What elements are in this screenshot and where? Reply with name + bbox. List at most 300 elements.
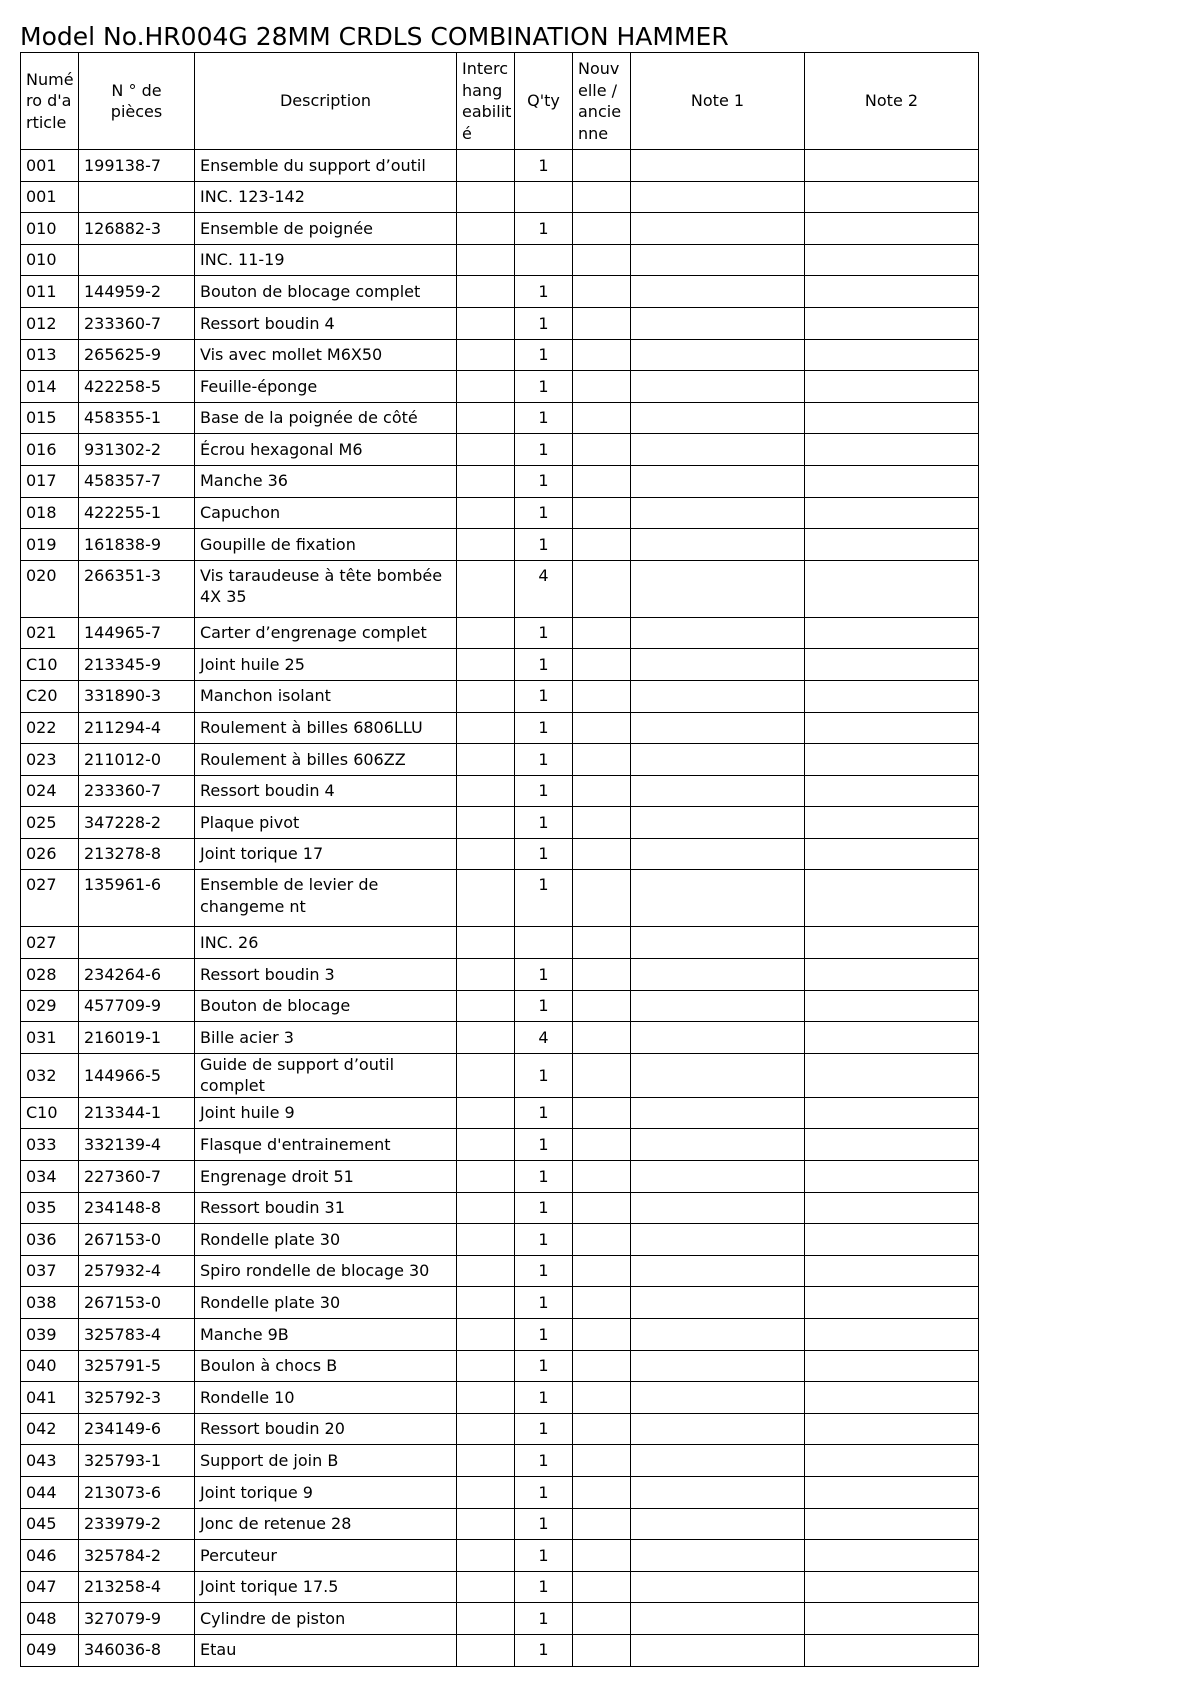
cell-quantity <box>515 244 573 276</box>
cell-item-number: 022 <box>21 712 79 744</box>
cell-new-old <box>573 1508 631 1540</box>
cell-note-1 <box>631 244 805 276</box>
cell-interchangeability <box>457 560 515 617</box>
cell-note-1 <box>631 1445 805 1477</box>
cell-description: Flasque d'entrainement <box>195 1129 457 1161</box>
cell-part-number: 257932-4 <box>79 1255 195 1287</box>
cell-part-number: 213344-1 <box>79 1097 195 1129</box>
cell-note-2 <box>805 1129 979 1161</box>
cell-new-old <box>573 1255 631 1287</box>
cell-note-2 <box>805 434 979 466</box>
table-row <box>21 1350 979 1382</box>
cell-note-1 <box>631 712 805 744</box>
cell-item-number: 035 <box>21 1192 79 1224</box>
cell-part-number: 347228-2 <box>79 807 195 839</box>
cell-interchangeability <box>457 1255 515 1287</box>
cell-description: Ressort boudin 20 <box>195 1413 457 1445</box>
cell-part-number: 234264-6 <box>79 959 195 991</box>
table-row <box>21 838 979 870</box>
cell-note-2 <box>805 1571 979 1603</box>
cell-quantity: 1 <box>515 1476 573 1508</box>
cell-item-number: C20 <box>21 680 79 712</box>
cell-new-old <box>573 1287 631 1319</box>
cell-quantity: 1 <box>515 617 573 649</box>
cell-description: Manche 9B <box>195 1319 457 1351</box>
cell-description: INC. 123-142 <box>195 181 457 213</box>
cell-description: Manche 36 <box>195 465 457 497</box>
cell-description: Plaque pivot <box>195 807 457 839</box>
table-row <box>21 680 979 712</box>
cell-new-old <box>573 1413 631 1445</box>
table-row <box>21 213 979 245</box>
cell-quantity: 1 <box>515 434 573 466</box>
table-row <box>21 1445 979 1477</box>
cell-new-old <box>573 434 631 466</box>
cell-new-old <box>573 1634 631 1666</box>
table-row <box>21 775 979 807</box>
cell-new-old <box>573 617 631 649</box>
cell-part-number <box>79 244 195 276</box>
cell-new-old <box>573 1319 631 1351</box>
cell-note-2 <box>805 465 979 497</box>
cell-quantity: 1 <box>515 1287 573 1319</box>
cell-interchangeability <box>457 1634 515 1666</box>
cell-interchangeability <box>457 680 515 712</box>
cell-new-old <box>573 465 631 497</box>
cell-item-number: 029 <box>21 990 79 1022</box>
cell-description: Ressort boudin 31 <box>195 1192 457 1224</box>
cell-part-number: 332139-4 <box>79 1129 195 1161</box>
cell-note-2 <box>805 560 979 617</box>
cell-description: Ensemble de poignée <box>195 213 457 245</box>
cell-item-number: 033 <box>21 1129 79 1161</box>
cell-note-2 <box>805 1287 979 1319</box>
cell-interchangeability <box>457 1097 515 1129</box>
cell-new-old <box>573 181 631 213</box>
cell-interchangeability <box>457 307 515 339</box>
cell-note-2 <box>805 371 979 403</box>
cell-new-old <box>573 1571 631 1603</box>
table-row <box>21 1053 979 1097</box>
cell-description: Ensemble du support d’outil <box>195 150 457 182</box>
cell-note-1 <box>631 1255 805 1287</box>
cell-description: INC. 11-19 <box>195 244 457 276</box>
cell-item-number: 032 <box>21 1053 79 1097</box>
cell-item-number: 028 <box>21 959 79 991</box>
table-row <box>21 1603 979 1635</box>
cell-note-1 <box>631 1129 805 1161</box>
table-row <box>21 150 979 182</box>
cell-note-1 <box>631 150 805 182</box>
cell-item-number: C10 <box>21 649 79 681</box>
table-row <box>21 744 979 776</box>
cell-description: Joint huile 9 <box>195 1097 457 1129</box>
cell-note-1 <box>631 649 805 681</box>
cell-note-1 <box>631 775 805 807</box>
cell-quantity: 1 <box>515 371 573 403</box>
cell-description: Percuteur <box>195 1540 457 1572</box>
cell-part-number: 327079-9 <box>79 1603 195 1635</box>
cell-note-1 <box>631 1161 805 1193</box>
cell-part-number: 199138-7 <box>79 150 195 182</box>
table-row <box>21 1287 979 1319</box>
table-row <box>21 1571 979 1603</box>
cell-item-number: C10 <box>21 1097 79 1129</box>
cell-item-number: 045 <box>21 1508 79 1540</box>
cell-note-2 <box>805 1319 979 1351</box>
cell-quantity: 1 <box>515 1382 573 1414</box>
table-header-row <box>21 53 979 150</box>
cell-description: Roulement à billes 6806LLU <box>195 712 457 744</box>
cell-note-2 <box>805 244 979 276</box>
table-row <box>21 927 979 959</box>
cell-item-number: 049 <box>21 1634 79 1666</box>
cell-item-number: 031 <box>21 1022 79 1054</box>
cell-quantity: 1 <box>515 1603 573 1635</box>
cell-item-number: 021 <box>21 617 79 649</box>
cell-part-number: 331890-3 <box>79 680 195 712</box>
cell-interchangeability <box>457 617 515 649</box>
cell-item-number: 042 <box>21 1413 79 1445</box>
cell-interchangeability <box>457 1476 515 1508</box>
table-row <box>21 276 979 308</box>
cell-item-number: 018 <box>21 497 79 529</box>
table-row <box>21 434 979 466</box>
cell-quantity: 1 <box>515 1053 573 1097</box>
cell-interchangeability <box>457 712 515 744</box>
cell-interchangeability <box>457 465 515 497</box>
cell-quantity: 1 <box>515 150 573 182</box>
cell-description: Jonc de retenue 28 <box>195 1508 457 1540</box>
cell-description: Goupille de fixation <box>195 529 457 561</box>
cell-item-number: 019 <box>21 529 79 561</box>
table-row <box>21 1319 979 1351</box>
header-item-number: Numé ro d'a rticle <box>21 53 79 150</box>
cell-note-2 <box>805 1382 979 1414</box>
cell-quantity: 1 <box>515 1255 573 1287</box>
cell-quantity: 1 <box>515 990 573 1022</box>
cell-description: Guide de support d’outil complet <box>195 1053 457 1097</box>
cell-note-2 <box>805 213 979 245</box>
cell-note-2 <box>805 339 979 371</box>
table-row <box>21 560 979 617</box>
cell-description: Carter d’engrenage complet <box>195 617 457 649</box>
cell-interchangeability <box>457 339 515 371</box>
cell-item-number: 038 <box>21 1287 79 1319</box>
cell-interchangeability <box>457 1319 515 1351</box>
cell-note-2 <box>805 775 979 807</box>
cell-item-number: 037 <box>21 1255 79 1287</box>
cell-new-old <box>573 276 631 308</box>
cell-item-number: 027 <box>21 927 79 959</box>
cell-note-1 <box>631 339 805 371</box>
cell-quantity: 1 <box>515 529 573 561</box>
cell-note-1 <box>631 1634 805 1666</box>
cell-note-2 <box>805 959 979 991</box>
cell-item-number: 012 <box>21 307 79 339</box>
cell-new-old <box>573 838 631 870</box>
cell-interchangeability <box>457 213 515 245</box>
cell-quantity: 1 <box>515 712 573 744</box>
cell-part-number: 346036-8 <box>79 1634 195 1666</box>
cell-new-old <box>573 560 631 617</box>
cell-new-old <box>573 529 631 561</box>
cell-new-old <box>573 870 631 927</box>
cell-note-2 <box>805 1022 979 1054</box>
cell-interchangeability <box>457 1161 515 1193</box>
cell-new-old <box>573 1603 631 1635</box>
cell-part-number: 233979-2 <box>79 1508 195 1540</box>
cell-interchangeability <box>457 529 515 561</box>
header-note-1: Note 1 <box>631 53 805 150</box>
cell-part-number: 213345-9 <box>79 649 195 681</box>
cell-item-number: 001 <box>21 150 79 182</box>
cell-new-old <box>573 1192 631 1224</box>
cell-part-number: 265625-9 <box>79 339 195 371</box>
cell-part-number: 135961-6 <box>79 870 195 927</box>
cell-interchangeability <box>457 1445 515 1477</box>
cell-interchangeability <box>457 1508 515 1540</box>
cell-description: Ensemble de levier de changeme nt <box>195 870 457 927</box>
cell-part-number: 267153-0 <box>79 1224 195 1256</box>
cell-note-1 <box>631 560 805 617</box>
cell-note-1 <box>631 1053 805 1097</box>
cell-description: Engrenage droit 51 <box>195 1161 457 1193</box>
table-row <box>21 1540 979 1572</box>
cell-part-number: 266351-3 <box>79 560 195 617</box>
cell-interchangeability <box>457 870 515 927</box>
cell-note-2 <box>805 1508 979 1540</box>
cell-item-number: 013 <box>21 339 79 371</box>
cell-quantity: 1 <box>515 680 573 712</box>
cell-quantity: 1 <box>515 497 573 529</box>
cell-note-1 <box>631 959 805 991</box>
cell-interchangeability <box>457 1571 515 1603</box>
cell-description: Joint torique 17.5 <box>195 1571 457 1603</box>
cell-description: Vis avec mollet M6X50 <box>195 339 457 371</box>
table-row <box>21 959 979 991</box>
cell-interchangeability <box>457 1129 515 1161</box>
cell-note-2 <box>805 1053 979 1097</box>
cell-description: Ressort boudin 3 <box>195 959 457 991</box>
cell-new-old <box>573 712 631 744</box>
header-new-old: Nouv elle / ancie nne <box>573 53 631 150</box>
table-row <box>21 402 979 434</box>
cell-quantity: 1 <box>515 744 573 776</box>
cell-interchangeability <box>457 1224 515 1256</box>
table-row <box>21 712 979 744</box>
cell-interchangeability <box>457 1022 515 1054</box>
cell-note-2 <box>805 402 979 434</box>
cell-interchangeability <box>457 1603 515 1635</box>
cell-quantity: 1 <box>515 1350 573 1382</box>
cell-note-1 <box>631 1022 805 1054</box>
cell-note-1 <box>631 870 805 927</box>
table-row <box>21 1192 979 1224</box>
cell-new-old <box>573 150 631 182</box>
cell-quantity: 1 <box>515 775 573 807</box>
cell-item-number: 048 <box>21 1603 79 1635</box>
cell-interchangeability <box>457 1540 515 1572</box>
table-row <box>21 870 979 927</box>
table-row <box>21 1129 979 1161</box>
cell-part-number: 325792-3 <box>79 1382 195 1414</box>
table-row <box>21 339 979 371</box>
cell-note-1 <box>631 213 805 245</box>
cell-item-number: 024 <box>21 775 79 807</box>
cell-part-number: 325791-5 <box>79 1350 195 1382</box>
header-part-number: N ° de pièces <box>79 53 195 150</box>
cell-interchangeability <box>457 1350 515 1382</box>
cell-interchangeability <box>457 181 515 213</box>
cell-note-2 <box>805 870 979 927</box>
cell-description: Support de join B <box>195 1445 457 1477</box>
cell-quantity: 1 <box>515 1540 573 1572</box>
table-row <box>21 181 979 213</box>
table-row <box>21 1508 979 1540</box>
cell-note-2 <box>805 1224 979 1256</box>
cell-note-2 <box>805 712 979 744</box>
cell-interchangeability <box>457 402 515 434</box>
cell-part-number: 161838-9 <box>79 529 195 561</box>
cell-note-2 <box>805 1255 979 1287</box>
cell-description: Joint torique 17 <box>195 838 457 870</box>
cell-part-number: 458355-1 <box>79 402 195 434</box>
table-row <box>21 1255 979 1287</box>
cell-description: Capuchon <box>195 497 457 529</box>
cell-part-number: 457709-9 <box>79 990 195 1022</box>
cell-part-number: 144966-5 <box>79 1053 195 1097</box>
cell-part-number: 144965-7 <box>79 617 195 649</box>
table-row <box>21 617 979 649</box>
cell-note-1 <box>631 434 805 466</box>
cell-note-2 <box>805 181 979 213</box>
table-row <box>21 990 979 1022</box>
table-row <box>21 307 979 339</box>
cell-new-old <box>573 807 631 839</box>
cell-quantity: 1 <box>515 1224 573 1256</box>
cell-note-1 <box>631 1097 805 1129</box>
cell-interchangeability <box>457 1053 515 1097</box>
cell-description: Boulon à chocs B <box>195 1350 457 1382</box>
cell-note-2 <box>805 1445 979 1477</box>
cell-interchangeability <box>457 1287 515 1319</box>
cell-quantity: 1 <box>515 213 573 245</box>
cell-part-number: 211012-0 <box>79 744 195 776</box>
cell-note-2 <box>805 744 979 776</box>
cell-part-number: 234148-8 <box>79 1192 195 1224</box>
cell-part-number <box>79 927 195 959</box>
cell-interchangeability <box>457 775 515 807</box>
cell-part-number: 213278-8 <box>79 838 195 870</box>
cell-interchangeability <box>457 649 515 681</box>
cell-part-number: 233360-7 <box>79 775 195 807</box>
header-interchangeability: Interc hang eabilit é <box>457 53 515 150</box>
cell-new-old <box>573 1097 631 1129</box>
table-row <box>21 1382 979 1414</box>
cell-quantity: 1 <box>515 339 573 371</box>
cell-interchangeability <box>457 1413 515 1445</box>
cell-description: Écrou hexagonal M6 <box>195 434 457 466</box>
cell-note-2 <box>805 497 979 529</box>
cell-note-2 <box>805 617 979 649</box>
cell-note-1 <box>631 371 805 403</box>
cell-note-1 <box>631 465 805 497</box>
cell-new-old <box>573 680 631 712</box>
cell-note-1 <box>631 680 805 712</box>
cell-interchangeability <box>457 990 515 1022</box>
cell-note-1 <box>631 1192 805 1224</box>
cell-new-old <box>573 649 631 681</box>
cell-note-1 <box>631 529 805 561</box>
cell-note-1 <box>631 617 805 649</box>
cell-note-2 <box>805 150 979 182</box>
cell-interchangeability <box>457 959 515 991</box>
cell-new-old <box>573 775 631 807</box>
cell-quantity: 1 <box>515 838 573 870</box>
cell-interchangeability <box>457 838 515 870</box>
cell-item-number: 039 <box>21 1319 79 1351</box>
cell-quantity: 1 <box>515 1161 573 1193</box>
cell-part-number: 227360-7 <box>79 1161 195 1193</box>
cell-note-2 <box>805 307 979 339</box>
cell-quantity <box>515 181 573 213</box>
cell-quantity: 1 <box>515 1413 573 1445</box>
cell-item-number: 040 <box>21 1350 79 1382</box>
cell-note-1 <box>631 1603 805 1635</box>
cell-item-number: 026 <box>21 838 79 870</box>
cell-part-number: 126882-3 <box>79 213 195 245</box>
cell-interchangeability <box>457 497 515 529</box>
cell-note-1 <box>631 1224 805 1256</box>
cell-note-1 <box>631 402 805 434</box>
cell-interchangeability <box>457 807 515 839</box>
table-row <box>21 244 979 276</box>
cell-description: Etau <box>195 1634 457 1666</box>
cell-part-number: 458357-7 <box>79 465 195 497</box>
table-row <box>21 649 979 681</box>
cell-note-1 <box>631 990 805 1022</box>
cell-quantity <box>515 927 573 959</box>
cell-interchangeability <box>457 1382 515 1414</box>
cell-note-2 <box>805 927 979 959</box>
cell-note-2 <box>805 1192 979 1224</box>
cell-quantity: 1 <box>515 307 573 339</box>
cell-description: Roulement à billes 606ZZ <box>195 744 457 776</box>
parts-table <box>20 52 979 1667</box>
cell-new-old <box>573 1022 631 1054</box>
cell-quantity: 4 <box>515 560 573 617</box>
cell-interchangeability <box>457 744 515 776</box>
cell-note-2 <box>805 1634 979 1666</box>
cell-quantity: 1 <box>515 959 573 991</box>
cell-note-2 <box>805 1413 979 1445</box>
cell-item-number: 023 <box>21 744 79 776</box>
cell-part-number: 931302-2 <box>79 434 195 466</box>
cell-quantity: 1 <box>515 465 573 497</box>
table-row <box>21 1022 979 1054</box>
cell-quantity: 1 <box>515 276 573 308</box>
cell-item-number: 036 <box>21 1224 79 1256</box>
cell-description: Base de la poignée de côté <box>195 402 457 434</box>
cell-item-number: 017 <box>21 465 79 497</box>
cell-description: Rondelle plate 30 <box>195 1287 457 1319</box>
cell-description: Bouton de blocage complet <box>195 276 457 308</box>
table-row <box>21 807 979 839</box>
cell-part-number: 325784-2 <box>79 1540 195 1572</box>
cell-item-number: 025 <box>21 807 79 839</box>
cell-interchangeability <box>457 276 515 308</box>
